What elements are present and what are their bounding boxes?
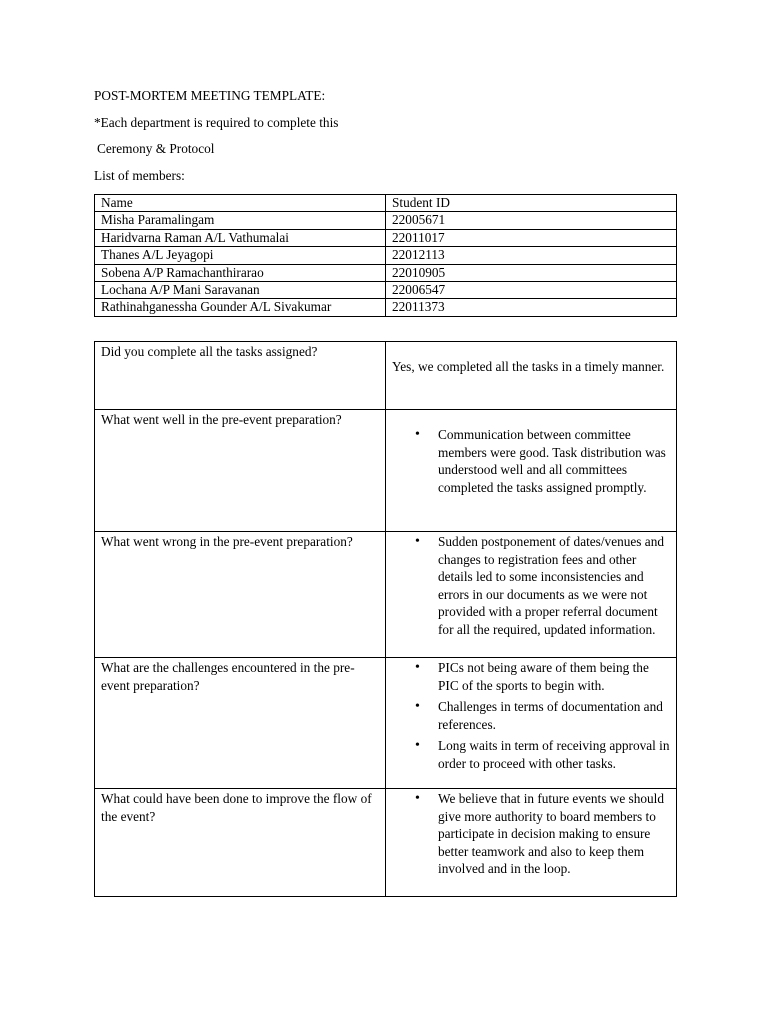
answer-cell bbox=[386, 410, 677, 532]
member-name: Rathinahganessha Gounder A/L Sivakumar bbox=[95, 299, 386, 316]
table-row bbox=[95, 299, 677, 316]
column-header-student-id: Student ID bbox=[386, 195, 677, 212]
post-mortem-qa-table bbox=[94, 341, 677, 897]
member-student-id: 22011017 bbox=[386, 229, 677, 246]
question-cell: What went well in the pre-event preparation? bbox=[95, 410, 386, 532]
member-student-id: 22006547 bbox=[386, 281, 677, 298]
qa-row-went-well bbox=[95, 410, 677, 532]
department-name: Ceremony & Protocol bbox=[97, 141, 215, 156]
question-cell: Did you complete all the tasks assigned? bbox=[95, 342, 386, 410]
table-row bbox=[95, 247, 677, 264]
member-name: Thanes A/L Jeyagopi bbox=[95, 247, 386, 264]
instruction-note: *Each department is required to complete this bbox=[94, 115, 339, 130]
table-row bbox=[95, 212, 677, 229]
members-list-label: List of members: bbox=[94, 168, 185, 183]
member-name: Lochana A/P Mani Saravanan bbox=[95, 281, 386, 298]
qa-row-challenges bbox=[95, 658, 677, 789]
answer-cell bbox=[386, 789, 677, 897]
answer-text: Yes, we completed all the tasks in a timely manner. bbox=[392, 359, 665, 374]
table-header-row bbox=[95, 195, 677, 212]
list-item: • We believe that in future events we should give more authority to board members to participate in decision making to ensure better teamwork and also to keep them involved and in the loop. bbox=[392, 790, 670, 878]
list-item: • Challenges in terms of documentation and references. bbox=[392, 698, 670, 733]
answer-cell bbox=[386, 658, 677, 789]
members-table bbox=[94, 194, 677, 317]
column-header-name: Name bbox=[95, 195, 386, 212]
question-cell: What went wrong in the pre-event preparation? bbox=[95, 532, 386, 658]
table-row bbox=[95, 264, 677, 281]
member-student-id: 22005671 bbox=[386, 212, 677, 229]
question-cell: What are the challenges encountered in the pre-event preparation? bbox=[95, 658, 386, 789]
table-row bbox=[95, 229, 677, 246]
member-student-id: 22011373 bbox=[386, 299, 677, 316]
member-student-id: 22010905 bbox=[386, 264, 677, 281]
answer-bullet-list bbox=[392, 789, 670, 878]
member-name: Sobena A/P Ramachanthirarao bbox=[95, 264, 386, 281]
question-cell: What could have been done to improve the flow of the event? bbox=[95, 789, 386, 897]
list-item: • Long waits in term of receiving approval in order to proceed with other tasks. bbox=[392, 737, 670, 772]
document-title: POST-MORTEM MEETING TEMPLATE: bbox=[94, 88, 326, 103]
list-item: • Sudden postponement of dates/venues and changes to registration fees and other details led to some inconsistencies and errors in our documents as we were not provided with a proper referral document for all the required, updated information. bbox=[392, 533, 670, 638]
member-name: Haridvarna Raman A/L Vathumalai bbox=[95, 229, 386, 246]
table-row bbox=[95, 281, 677, 298]
answer-bullet-list bbox=[392, 410, 670, 496]
answer-cell bbox=[386, 532, 677, 658]
answer-cell bbox=[386, 342, 677, 410]
qa-row-tasks-completed bbox=[95, 342, 677, 410]
answer-bullet-list bbox=[392, 532, 670, 638]
qa-row-went-wrong bbox=[95, 532, 677, 658]
qa-row-improvements bbox=[95, 789, 677, 897]
member-name: Misha Paramalingam bbox=[95, 212, 386, 229]
list-item: • PICs not being aware of them being the PIC of the sports to begin with. bbox=[392, 659, 670, 694]
member-student-id: 22012113 bbox=[386, 247, 677, 264]
list-item: • Communication between committee members were good. Task distribution was understood well and all committees completed the tasks assigned promptly. bbox=[392, 426, 670, 496]
answer-bullet-list bbox=[392, 658, 670, 772]
